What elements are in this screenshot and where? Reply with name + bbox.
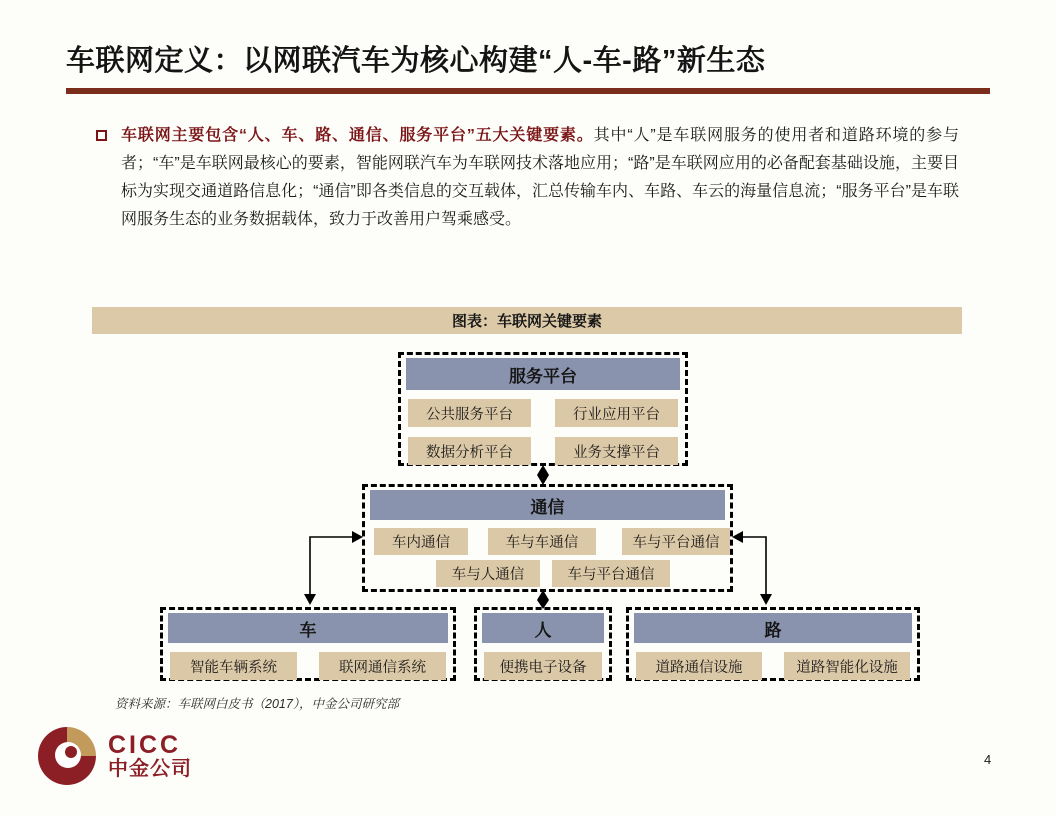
logo-text-cn: 中金公司	[108, 757, 192, 780]
communication-header: 通信	[370, 490, 725, 520]
service-item: 业务支撑平台	[555, 437, 678, 465]
figure-group-service-platform	[398, 352, 688, 466]
car-item: 智能车辆系统	[170, 652, 297, 680]
car-items	[168, 652, 448, 680]
intro-text	[121, 122, 959, 234]
intro-paragraph	[96, 122, 962, 234]
comm-item: 车与平台通信	[552, 560, 670, 587]
figure-title-bar: 图表：车联网关键要素	[92, 307, 962, 334]
cicc-logo	[38, 727, 192, 785]
service-platform-header: 服务平台	[406, 358, 680, 390]
communication-row-1	[370, 528, 725, 552]
communication-row-2	[370, 560, 725, 584]
service-item: 公共服务平台	[408, 399, 531, 427]
figure-group-car	[160, 607, 456, 681]
page-title: 车联网定义：以网联汽车为核心构建“人-车-路”新生态	[66, 45, 766, 77]
car-header: 车	[168, 613, 448, 643]
person-items	[482, 652, 604, 680]
comm-item: 车与人通信	[436, 560, 540, 587]
logo-text	[108, 732, 192, 779]
person-item: 便携电子设备	[484, 652, 602, 680]
double-arrow-service-comm	[537, 465, 549, 485]
connector-comm-car	[310, 537, 354, 598]
intro-body-text: 其中“人”是车联网服务的使用者和道路环境的参与者；“车”是车联网最核心的要素，智能网联汽车为车联网技术落地应用；“路”是车联网应用的必备配套基础设施，主要目标为实现交通道路信息化；“通信”即各类信息的交互载体，汇总传输车内、车路、车云的海量信息流；“服务平台”是车联网服务生态的业务数据载体，致力于改善用户驾乘感受。	[121, 127, 959, 228]
square-bullet-icon	[96, 130, 107, 141]
title-underline-rule	[66, 88, 990, 94]
figure-group-communication	[362, 484, 733, 592]
road-item: 道路智能化设施	[784, 652, 910, 680]
road-items	[634, 652, 912, 680]
source-note: 资料来源：车联网白皮书（2017），中金公司研究部	[115, 697, 400, 711]
connector-comm-road	[741, 537, 766, 598]
intro-lead-sentence: 车联网主要包含“人、车、路、通信、服务平台”五大关键要素。	[121, 127, 594, 144]
person-header: 人	[482, 613, 604, 643]
service-item: 行业应用平台	[555, 399, 678, 427]
service-platform-items	[406, 399, 680, 465]
car-item: 联网通信系统	[319, 652, 446, 680]
figure-group-person	[474, 607, 612, 681]
comm-item: 车与平台通信	[622, 528, 730, 555]
logo-text-en: CICC	[108, 731, 182, 760]
road-item: 道路通信设施	[636, 652, 762, 680]
comm-item: 车与车通信	[488, 528, 596, 555]
service-item: 数据分析平台	[408, 437, 531, 465]
comm-item: 车内通信	[374, 528, 468, 555]
figure-group-road	[626, 607, 920, 681]
logo-swirl-dot	[65, 746, 77, 758]
page-number: 4	[984, 752, 992, 767]
cicc-logo-icon	[38, 727, 96, 785]
road-header: 路	[634, 613, 912, 643]
